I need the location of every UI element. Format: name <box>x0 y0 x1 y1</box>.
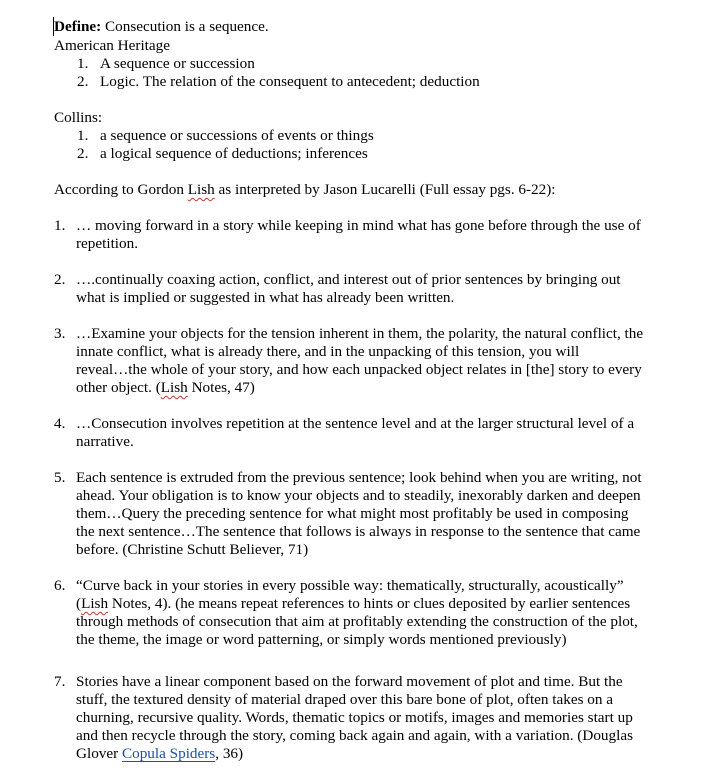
list-number: 2. <box>77 73 89 90</box>
list-number: 1. <box>77 127 89 144</box>
list-number: 1. <box>54 217 66 234</box>
text-span: Notes, 47) <box>187 379 255 396</box>
text-line: reveal…the whole of your story, and how each unpacked object relates in [the] story to every <box>76 361 642 378</box>
define-text: Consecution is a sequence. <box>101 18 269 35</box>
list-number: 6. <box>54 577 66 594</box>
text-line: repetition. <box>76 235 138 252</box>
text-line: the next sentence…The sentence that follows is always in response to the sentence that came <box>76 523 641 540</box>
list-item: Logic. The relation of the consequent to antecedent; deduction <box>100 73 480 90</box>
text-span: other object. ( <box>76 379 161 396</box>
text-line <box>76 745 676 763</box>
list-item-text <box>76 673 676 763</box>
list-item: a logical sequence of deductions; inferences <box>100 145 368 162</box>
text-line: ….continually coaxing action, conflict, and interest out of prior sentences by bringing out <box>76 271 621 288</box>
text-line: churning, recursive quality. Words, thematic topics or motifs, images and memories start up <box>76 709 633 726</box>
intro-line <box>54 181 556 199</box>
list-number: 1. <box>77 55 89 72</box>
text-line: “Curve back in your stories in every possible way: thematically, structurally, acoustically” <box>76 577 624 594</box>
spellcheck-word: Lish <box>81 595 109 612</box>
list-item-text <box>76 469 676 559</box>
list-number: 2. <box>54 271 66 288</box>
text-line: Each sentence is extruded from the previous sentence; look behind when you are writing, not <box>76 469 642 486</box>
american-heritage-title: American Heritage <box>54 37 170 54</box>
spellcheck-word: Lish <box>187 181 215 198</box>
text-span: Glover <box>76 745 122 762</box>
text-line: and then recycle through the story, coming back again and again, with a variation. (Douglas <box>76 727 633 744</box>
list-item: a sequence or successions of events or things <box>100 127 374 144</box>
list-item-text <box>76 577 676 649</box>
text-line: stuff, the textured density of material draped over this bare bone of plot, often takes on a <box>76 691 614 708</box>
text-line: …Examine your objects for the tension inherent in them, the polarity, the natural conflict, the <box>76 325 644 342</box>
list-number: 2. <box>77 145 89 162</box>
list-item-text <box>76 271 676 307</box>
text-line: ahead. Your obligation is to know your objects and to steadily, inexorably darken and deepen <box>76 487 641 504</box>
intro-text: According to Gordon <box>54 181 188 198</box>
list-number: 7. <box>54 673 66 690</box>
text-line: innate conflict, what is already there, and in the unpacking of this tension, you will <box>76 343 580 360</box>
list-number: 3. <box>54 325 66 342</box>
define-label: Define: <box>54 18 102 35</box>
intro-text: as interpreted by Jason Lucarelli (Full essay pgs. 6-22): <box>214 181 556 198</box>
collins-title: Collins: <box>54 109 103 126</box>
copula-spiders-link[interactable]: Copula Spiders <box>121 745 216 762</box>
list-number: 4. <box>54 415 66 432</box>
definition-line <box>54 18 269 36</box>
list-item-text <box>76 415 676 451</box>
text-line: Stories have a linear component based on the forward movement of plot and time. But the <box>76 673 623 690</box>
text-line: the theme, the image or word patterning, or simply words mentioned previously) <box>76 631 567 648</box>
text-line: what is implied or suggested in what has already been written. <box>76 289 455 306</box>
text-line: narrative. <box>76 433 134 450</box>
list-number: 5. <box>54 469 66 486</box>
text-line: …Consecution involves repetition at the sentence level and at the larger structural level of a <box>76 415 635 432</box>
list-item-text <box>76 325 676 397</box>
spellcheck-word: Lish <box>160 379 188 396</box>
text-span: Notes, 4). (he means repeat references to hints or clues deposited by earlier sentences <box>108 595 631 612</box>
list-item-text <box>76 217 676 253</box>
text-line: (Lish Notes, 4). (he means repeat references to hints or clues deposited by earlier sentences <box>76 595 631 612</box>
list-item: A sequence or succession <box>100 55 255 72</box>
text-line: through methods of consecution that aim at profitably extending the construction of the plot, <box>76 613 638 630</box>
text-line: … moving forward in a story while keeping in mind what has gone before through the use of <box>76 217 641 234</box>
text-line: them…Query the preceding sentence for what might most profitably be used in composing <box>76 505 629 522</box>
text-span: , 36) <box>215 745 244 762</box>
text-line: before. (Christine Schutt Believer, 71) <box>76 541 309 558</box>
text-line <box>76 379 676 397</box>
